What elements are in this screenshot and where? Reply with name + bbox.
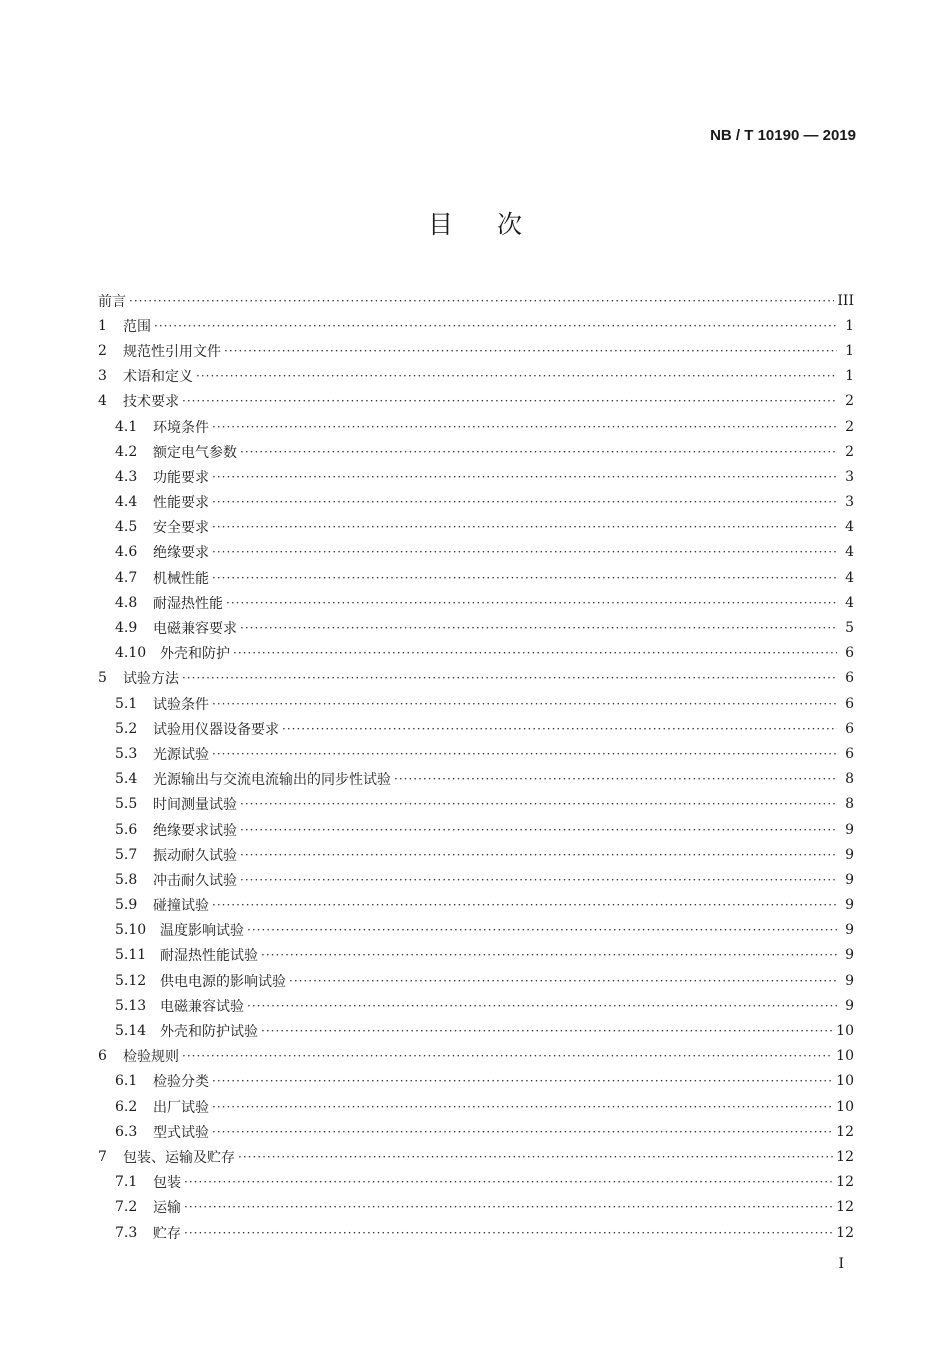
toc-entry-title: 电磁兼容试验 [160,998,244,1015]
toc-entry-page: 6 [845,695,854,712]
toc-entry-page: 4 [845,594,854,611]
toc-entry-page: 9 [845,922,854,939]
toc-entry[interactable] [98,490,854,515]
toc-leader-dots [212,545,837,559]
toc-leader-dots [240,445,837,459]
toc-leader-dots [224,344,837,358]
toc-entry-number: 7.1 [115,1174,138,1191]
toc-entry[interactable] [98,1170,854,1195]
toc-entry[interactable] [98,313,854,338]
toc-entry-title: 试验条件 [153,696,209,713]
toc-entry-page: 9 [845,846,854,863]
toc-entry[interactable] [98,590,854,615]
toc-entry-title: 温度影响试验 [160,923,244,940]
toc-entry-title: 包装 [153,1175,181,1192]
toc-entry[interactable] [98,918,854,943]
toc-entry-title: 试验用仪器设备要求 [153,721,279,738]
toc-entry-title: 安全要求 [153,520,209,537]
toc-leader-dots [247,999,837,1013]
toc-entry-title: 绝缘要求 [153,545,209,562]
toc-leader-dots [238,1150,833,1164]
toc-entry-page: 3 [845,494,854,511]
toc-entry[interactable] [98,1119,854,1144]
toc-entry-page: 6 [845,745,854,762]
toc-entry-number: 2 [98,342,107,359]
toc-entry-title: 外壳和防护 [160,646,230,663]
toc-entry-title: 前言 [98,293,126,310]
toc-entry-title: 绝缘要求试验 [153,822,237,839]
toc-entry-page: 3 [845,468,854,485]
toc-entry[interactable] [98,817,854,842]
toc-entry-number: 5.6 [115,821,138,838]
toc-entry[interactable] [98,414,854,439]
toc-leader-dots [261,1024,833,1038]
toc-entry-page: 8 [845,771,854,788]
toc-entry-page: 8 [845,796,854,813]
toc-leader-dots [240,873,837,887]
toc-leader-dots [212,1125,833,1139]
toc-entry-title: 外壳和防护试验 [160,1024,258,1041]
toc-leader-dots [289,974,837,988]
toc-leader-dots [196,369,837,383]
toc-entry[interactable] [98,1044,854,1069]
toc-entry-title: 术语和定义 [123,369,193,386]
toc-leader-dots [233,646,837,660]
toc-entry-page: 2 [845,393,854,410]
toc-entry-title: 技术要求 [123,394,179,411]
toc-entry[interactable] [98,565,854,590]
toc-entry-number: 5.4 [115,771,138,788]
toc-entry[interactable] [98,666,854,691]
toc-leader-dots [154,319,837,333]
toc-entry-page: 12 [836,1148,854,1165]
toc-entry-page: 4 [845,569,854,586]
toc-entry-number: 1 [98,317,107,334]
toc-entry-number: 6.2 [115,1098,138,1115]
toc-entry[interactable] [98,867,854,892]
toc-entry[interactable] [98,767,854,792]
standard-code: NB / T 10190 — 2019 [710,127,856,144]
toc-entry-title: 环境条件 [153,419,209,436]
toc-entry-title: 耐湿热性能 [153,595,223,612]
toc-leader-dots [240,621,837,635]
toc-entry-number: 4.9 [115,620,138,637]
toc-entry-title: 机械性能 [153,570,209,587]
toc-leader-dots [129,294,834,308]
toc-leader-dots [184,1226,833,1240]
toc-leader-dots [182,671,837,685]
toc-leader-dots [282,722,837,736]
toc-entry-title: 电磁兼容要求 [153,621,237,638]
toc-entry-number: 5.5 [115,796,138,813]
toc-entry-title: 光源输出与交流电流输出的同步性试验 [153,772,391,789]
toc-entry-number: 4.4 [115,494,138,511]
toc-leader-dots [212,495,837,509]
toc-entry-page: 9 [845,897,854,914]
toc-entry[interactable] [98,338,854,363]
toc-entry-page: 10 [836,1023,854,1040]
toc-entry-title: 检验分类 [153,1074,209,1091]
toc-entry-number: 5 [98,670,107,687]
toc-entry-page: 2 [845,443,854,460]
toc-entry-page: 6 [845,720,854,737]
toc-entry-page: 10 [836,1048,854,1065]
toc-entry-number: 7.3 [115,1224,138,1241]
toc-entry-number: 4.10 [115,645,147,662]
toc-entry-number: 4.2 [115,443,138,460]
toc-leader-dots [240,848,837,862]
toc-entry-page: 12 [836,1123,854,1140]
toc-entry-title: 时间测量试验 [153,797,237,814]
toc-leader-dots [212,470,837,484]
toc-entry-page: 9 [845,871,854,888]
toc-entry-page: 12 [836,1174,854,1191]
toc-leader-dots [212,520,837,534]
toc-entry-number: 7 [98,1148,107,1165]
toc-entry-title: 碰撞试验 [153,898,209,915]
toc-entry-title: 型式试验 [153,1124,209,1141]
toc-entry[interactable] [98,288,854,313]
toc-entry[interactable] [98,716,854,741]
toc-entry-page: 6 [845,670,854,687]
toc-leader-dots [212,420,837,434]
toc-entry-number: 5.10 [115,922,147,939]
toc-entry-title: 出厂试验 [153,1099,209,1116]
toc-leader-dots [184,1175,833,1189]
toc-entry-title: 光源试验 [153,746,209,763]
toc-leader-dots [240,823,837,837]
toc-entry[interactable] [98,1094,854,1119]
toc-entry-number: 5.9 [115,897,138,914]
toc-entry[interactable] [98,364,854,389]
toc-entry[interactable] [98,389,854,414]
toc-entry-title: 功能要求 [153,469,209,486]
toc-entry-number: 5.3 [115,745,138,762]
toc-leader-dots [261,948,837,962]
toc-entry-number: 4 [98,393,107,410]
toc-entry-page: 10 [836,1098,854,1115]
toc-entry-title: 试验方法 [123,671,179,688]
toc-entry-page: 2 [845,418,854,435]
toc-entry-title: 供电电源的影响试验 [160,973,286,990]
toc-entry-number: 5.7 [115,846,138,863]
toc-leader-dots [212,697,837,711]
toc-leader-dots [212,747,837,761]
toc-entry-page: 1 [845,342,854,359]
toc-entry-page: III [837,292,854,309]
toc-leader-dots [394,772,837,786]
toc-leader-dots [212,1100,833,1114]
toc-entry-title: 包装、运输及贮存 [123,1149,235,1166]
toc-leader-dots [212,571,837,585]
toc-entry-title: 冲击耐久试验 [153,872,237,889]
toc-entry[interactable] [98,968,854,993]
toc-entry-number: 5.11 [115,947,147,964]
toc-entry-number: 5.13 [115,997,147,1014]
toc-entry-page: 10 [836,1073,854,1090]
toc-entry[interactable] [98,1144,854,1169]
toc-entry-page: 4 [845,519,854,536]
toc-entry-title: 检验规则 [123,1049,179,1066]
toc-entry[interactable] [98,540,854,565]
toc-leader-dots [184,1200,833,1214]
toc-entry[interactable] [98,1069,854,1094]
toc-entry[interactable] [98,1195,854,1220]
toc-entry[interactable] [98,615,854,640]
toc-entry-number: 4.6 [115,544,138,561]
toc-entry-number: 6 [98,1048,107,1065]
toc-entry-page: 9 [845,972,854,989]
toc-entry-page: 9 [845,947,854,964]
toc-entry[interactable] [98,1220,854,1245]
toc-leader-dots [212,898,837,912]
toc-entry-number: 4.8 [115,594,138,611]
toc-entry[interactable] [98,464,854,489]
toc-entry-title: 振动耐久试验 [153,847,237,864]
toc-leader-dots [226,596,837,610]
toc-entry-number: 3 [98,368,107,385]
toc-entry[interactable] [98,741,854,766]
toc-entry-number: 4.5 [115,519,138,536]
toc-entry[interactable] [98,691,854,716]
toc-entry-number: 4.1 [115,418,138,435]
toc-entry-page: 9 [845,997,854,1014]
toc-entry[interactable] [98,1018,854,1043]
toc-entry-page: 4 [845,544,854,561]
table-of-contents [98,288,854,1245]
toc-entry[interactable] [98,993,854,1018]
toc-entry-number: 5.2 [115,720,138,737]
toc-entry[interactable] [98,943,854,968]
toc-entry-number: 6.3 [115,1123,138,1140]
toc-leader-dots [182,1049,833,1063]
toc-entry-title: 耐湿热性能试验 [160,948,258,965]
toc-entry-title: 范围 [123,318,151,335]
toc-entry-number: 7.2 [115,1199,138,1216]
toc-entry[interactable] [98,641,854,666]
toc-leader-dots [247,923,837,937]
toc-entry-page: 5 [845,620,854,637]
toc-entry-page: 6 [845,645,854,662]
toc-entry-number: 4.3 [115,468,138,485]
toc-entry-page: 1 [845,317,854,334]
toc-entry-number: 5.12 [115,972,147,989]
toc-entry-page: 1 [845,368,854,385]
toc-entry-number: 6.1 [115,1073,138,1090]
toc-leader-dots [182,394,837,408]
toc-entry-number: 4.7 [115,569,138,586]
toc-entry-number: 5.8 [115,871,138,888]
toc-entry-title: 性能要求 [153,495,209,512]
toc-entry-title: 贮存 [153,1225,181,1242]
toc-leader-dots [212,1074,833,1088]
toc-entry[interactable] [98,515,854,540]
toc-entry-title: 规范性引用文件 [123,343,221,360]
toc-entry[interactable] [98,792,854,817]
toc-entry[interactable] [98,893,854,918]
toc-entry-page: 9 [845,821,854,838]
toc-entry-number: 5.1 [115,695,138,712]
page-title: 目次 [427,210,566,239]
toc-entry[interactable] [98,439,854,464]
page-number: I [838,1256,844,1272]
toc-entry-page: 12 [836,1199,854,1216]
toc-entry-title: 额定电气参数 [153,444,237,461]
toc-entry-number: 5.14 [115,1023,147,1040]
toc-entry-title: 运输 [153,1200,181,1217]
toc-entry-page: 12 [836,1224,854,1241]
toc-leader-dots [240,797,837,811]
toc-entry[interactable] [98,842,854,867]
